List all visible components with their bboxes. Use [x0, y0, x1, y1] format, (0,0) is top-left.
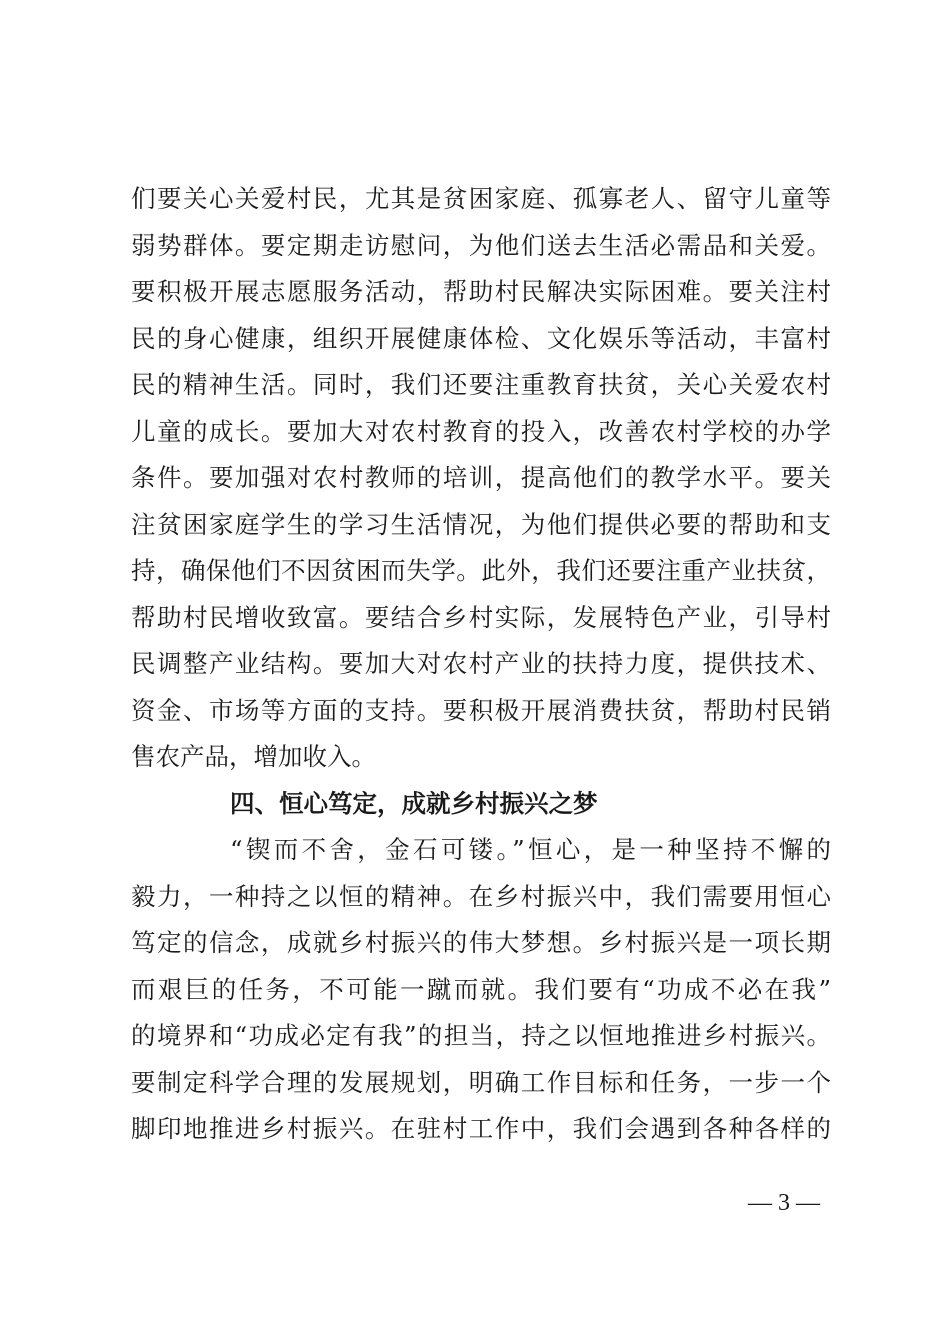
body-text-line: 帮助村民增收致富。要结合乡村实际，发展特色产业，引导村 — [131, 602, 831, 632]
body-text-line: 民调整产业结构。要加大对农村产业的扶持力度，提供技术、 — [131, 649, 831, 678]
body-text-line: “锲而不舍，金石可镂。”恒心，是一种坚持不懈的 — [230, 835, 831, 864]
body-text-line: 笃定的信念，成就乡村振兴的伟大梦想。乡村振兴是一项长期 — [131, 928, 831, 957]
body-text-line: 弱势群体。要定期走访慰问，为他们送去生活必需品和关爱。 — [131, 230, 831, 260]
body-text-line: 要积极开展志愿服务活动，帮助村民解决实际困难。要关注村 — [131, 277, 831, 306]
body-text-line: 售农产品，增加收入。 — [131, 742, 376, 771]
body-text-line: 的境界和“功成必定有我”的担当，持之以恒地推进乡村振兴。 — [131, 1021, 831, 1050]
body-text-line: 们要关心关爱村民，尤其是贫困家庭、孤寡老人、留守儿童等 — [131, 184, 831, 213]
body-text-line: 注贫困家庭学生的学习生活情况，为他们提供必要的帮助和支 — [131, 509, 831, 539]
body-text-line: 要制定科学合理的发展规划，明确工作目标和任务，一步一个 — [131, 1067, 831, 1097]
body-text-line: 资金、市场等方面的支持。要积极开展消费扶贫，帮助村民销 — [131, 695, 831, 725]
body-text-line: 脚印地推进乡村振兴。在驻村工作中，我们会遇到各种各样的 — [131, 1114, 831, 1143]
body-text-line: 民的精神生活。同时，我们还要注重教育扶贫，关心关爱农村 — [131, 370, 831, 399]
body-text-line: 儿童的成长。要加大对农村教育的投入，改善农村学校的办学 — [131, 416, 831, 446]
section-heading: 四、恒心笃定，成就乡村振兴之梦 — [230, 788, 598, 818]
body-text-line: 而艰巨的任务，不可能一蹴而就。我们要有“功成不必在我” — [131, 974, 831, 1004]
paragraph-rural-care — [131, 176, 831, 1153]
page-number: — 3 — — [748, 1190, 820, 1216]
body-text-line: 持，确保他们不因贫困而失学。此外，我们还要注重产业扶贫， — [131, 556, 831, 585]
body-text-line: 毅力，一种持之以恒的精神。在乡村振兴中，我们需要用恒心 — [131, 881, 831, 911]
body-text-line: 条件。要加强对农村教师的培训，提高他们的教学水平。要关 — [131, 463, 831, 492]
body-text-line: 民的身心健康，组织开展健康体检、文化娱乐等活动，丰富村 — [131, 323, 831, 353]
